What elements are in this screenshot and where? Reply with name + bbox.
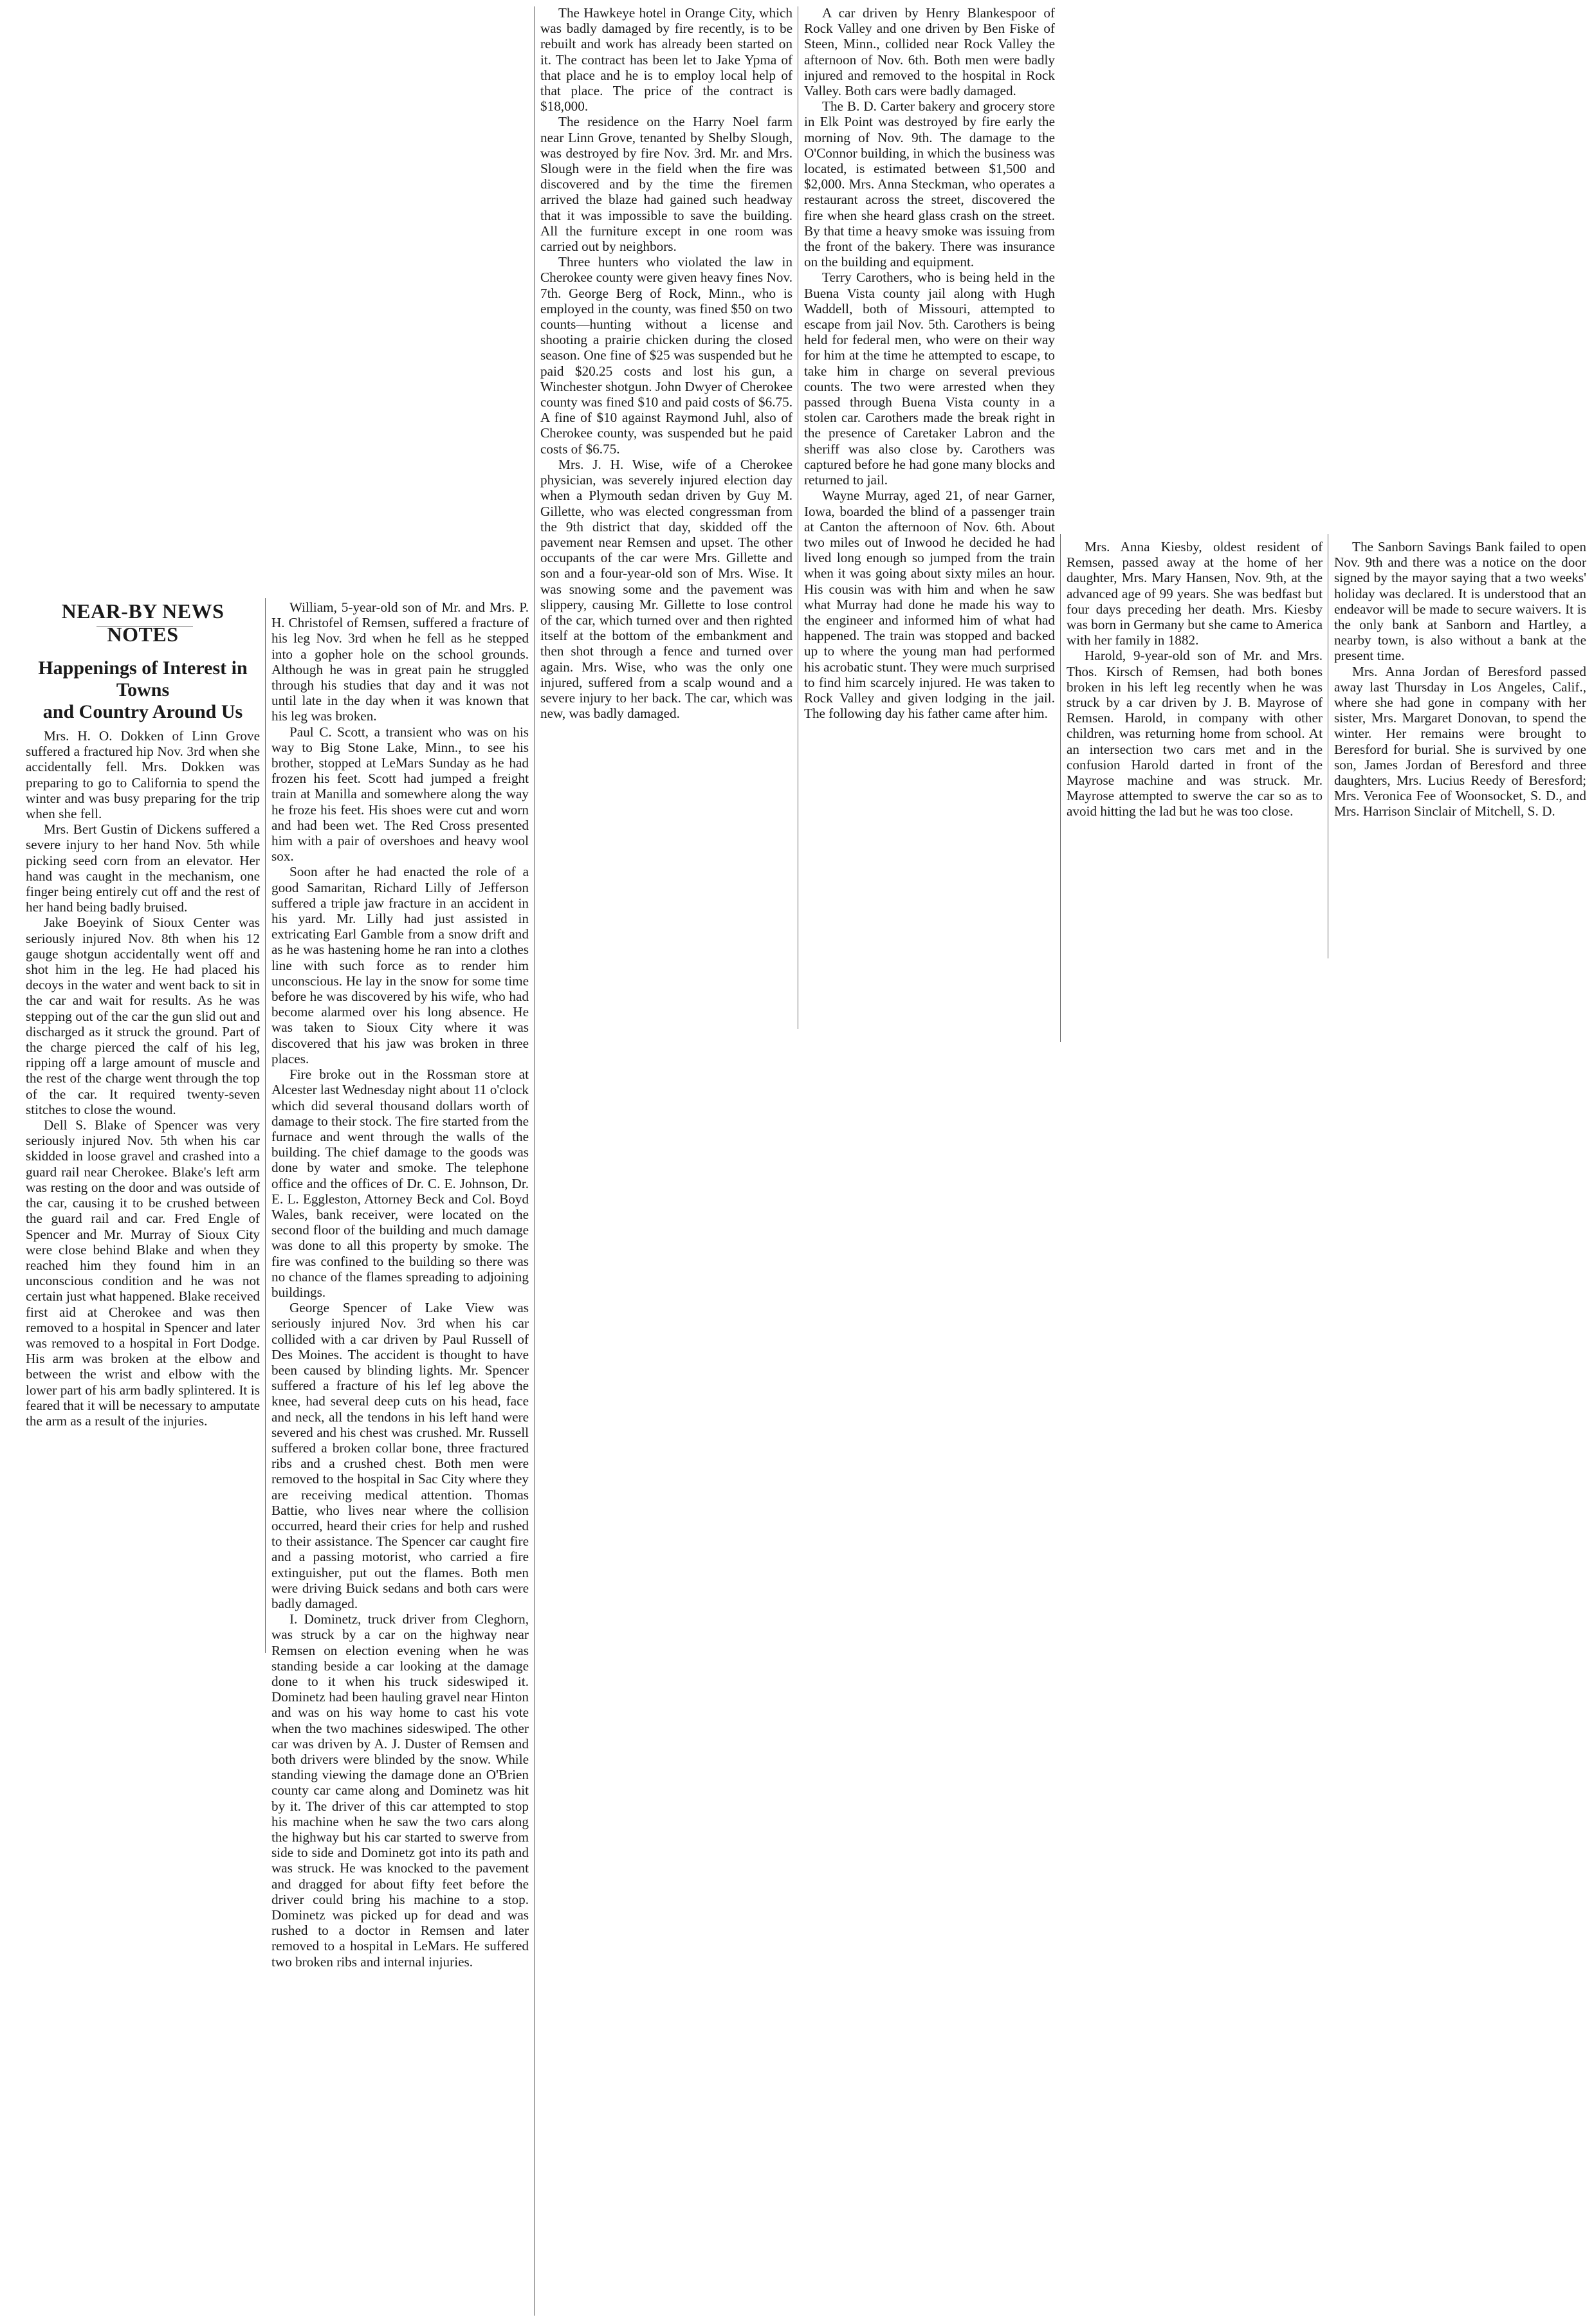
news-item: Dell S. Blake of Spencer was very seriously injured Nov. 5th when his car skidded in loose gravel and crashed into a guard rail near Cherokee. Blake's left arm was resting on the door and was outside of the car, causing it to be crushed between the guard rail and car. Fred Engle of Spencer and Mr. Murray of Sioux City were close behind Blake and when they reached him they found him in an unconscious condition and he was not certain just what happened. Blake received first aid at Cherokee and was then removed to a hospital in Spencer and later was removed to a hospital in Fort Dodge. His arm was broken at the elbow and between the wrist and elbow with the lower part of his arm badly splintered. It is feared that it will be necessary to amputate the arm as a result of the injuries.	[26, 1117, 260, 1429]
page-subtitle-line-2: and Country Around Us	[42, 701, 243, 722]
page-subtitle	[26, 657, 260, 723]
column-rule	[1060, 534, 1061, 1042]
column-1	[26, 599, 260, 1429]
news-item: George Spencer of Lake View was seriously injured Nov. 3rd when his car collided with a car driven by Paul Russell of Des Moines. The accident is thought to have been caused by blinding lights. Mr. Spencer suffered a fracture of his lef leg above the knee, had several deep cuts on his head, face and neck, all the tendons in his left hand were severed and his chest was crushed. Mr. Russell suffered a broken collar bone, three fractured ribs and a crushed chest. Both men were removed to the hospital in Sac City where they are receiving medical attention. Thomas Battie, who lives near where the collision occurred, heard their cries for help and rushed to their assistance. The Spencer car caught fire and a passing motorist, who carried a fire extinguisher, put out the flames. Both men were driving Buick sedans and both cars were badly damaged.	[271, 1300, 529, 1611]
column-5	[1067, 539, 1323, 819]
page-title: NEAR-BY NEWS NOTES	[61, 599, 224, 646]
news-item: William, 5-year-old son of Mr. and Mrs. P. H. Christofel of Remsen, suffered a fracture of his leg Nov. 3rd when he fell as he stepped into a gopher hole on the school grounds. Although he was in great pain he struggled through his studies that day and it was not until late in the day when it was known that his leg was broken.	[271, 599, 529, 724]
column-6	[1334, 539, 1586, 819]
column-rule	[265, 598, 266, 1653]
news-item: Jake Boeyink of Sioux Center was seriously injured Nov. 8th when his 12 gauge shotgun accidentally went off and shot him in the leg. He had placed his decoys in the water and went back to sit in the car and wait for results. As he was stepping out of the car the gun slid out and discharged as it struck the ground. Part of the charge pierced the calf of his leg, ripping off a large amount of muscle and the rest of the charge went through the top of the car. It required twenty-seven stitches to close the wound.	[26, 915, 260, 1117]
news-item: Mrs. Anna Kiesby, oldest resident of Remsen, passed away at the home of her daughter, Mrs. Mary Hansen, Nov. 9th, at the advanced age of 99 years. She was bedfast but four days preceding her death. Mrs. Kiesby was born in Germany but she came to America with her family in 1882.	[1067, 539, 1323, 648]
column-2	[271, 599, 529, 1970]
page-subtitle-line-1: Happenings of Interest in Towns	[38, 657, 248, 700]
news-item: Wayne Murray, aged 21, of near Garner, Iowa, boarded the blind of a passenger train at Canton the afternoon of Nov. 6th. About two miles out of Inwood he decided he had lived long enough so jumped from the train when it was going about sixty miles an hour. His cousin was with him and when he saw what Murray had done he made his way to the engineer and informed him of what had happened. The train was stopped and backed up to where the young man had performed his acrobatic stunt. They were much surprised to find him scarcely injured. He was taken to Rock Valley and given lodging in the jail. The following day his father came after him.	[804, 488, 1055, 722]
column-rule	[534, 6, 535, 2316]
news-item: I. Dominetz, truck driver from Cleghorn, was struck by a car on the highway near Remsen on election evening when he was standing beside a car looking at the damage done to it when his truck sideswiped it. Dominetz had been hauling gravel near Hinton and was on his way home to cast his vote when the two machines sideswiped. The other car was driven by A. J. Duster of Remsen and both drivers were blinded by the snow. While standing viewing the damage done an O'Brien county car came along and Dominetz was hit by it. The driver of this car attempted to stop his machine when he saw the two cars along the highway but his car started to swerve from side to side and Dominetz got into its path and was struck. He was knocked to the pavement and dragged for about fifty feet before the driver could bring his machine to a stop. Dominetz was picked up for dead and was rushed to a doctor in Remsen and later removed to a hospital in LeMars. He suffered two broken ribs and internal injuries.	[271, 1611, 529, 1970]
news-item: Harold, 9-year-old son of Mr. and Mrs. Thos. Kirsch of Remsen, had both bones broken in his left leg recently when he was struck by a car driven by J. B. Mayrose of Remsen. Harold, in company with other children, was returning home from school. At an intersection two cars met and in the confusion Harold darted in front of the Mayrose machine and was struck. Mr. Mayrose attempted to swerve the car so as to avoid hitting the lad but he was too close.	[1067, 648, 1323, 819]
news-item: A car driven by Henry Blankespoor of Rock Valley and one driven by Ben Fiske of Steen, Minn., collided near Rock Valley the afternoon of Nov. 6th. Both men were badly injured and removed to the hospital in Rock Valley. Both cars were badly damaged.	[804, 5, 1055, 99]
news-item: Mrs. H. O. Dokken of Linn Grove suffered a fractured hip Nov. 3rd when she accidentally fell. Mrs. Dokken was preparing to go to California to spend the winter and was busy preparing for the trip when she fell.	[26, 728, 260, 822]
news-item: Soon after he had enacted the role of a good Samaritan, Richard Lilly of Jefferson suffered a triple jaw fracture in an accident in his yard. Mr. Lilly had just assisted in extricating Earl Gamble from a snow drift and as he was hastening home he ran into a clothes line with such force as to render him unconscious. He lay in the snow for some time before he was discovered by his wife, who had become alarmed over his long absence. He was taken to Sioux City where it was discovered that his jaw was broken in three places.	[271, 864, 529, 1066]
news-item: Mrs. J. H. Wise, wife of a Cherokee physician, was severely injured election day when a Plymouth sedan driven by Guy M. Gillette, who was elected congressman from the 9th district that day, skidded off the pavement near Remsen and upset. The other occupants of the car were Mrs. Gillette and son and a four-year-old son of Mrs. Wise. It was snowing some and the pavement was slippery, causing Mr. Gillette to lose control of the car, which turned over and then righted itself at the bottom of the embankment and then shot through a fence and turned over again. Mrs. Wise, who was the only one injured, suffered from a scalp wound and a severe injury to her back. The car, which was new, was badly damaged.	[540, 456, 792, 722]
news-item: The residence on the Harry Noel farm near Linn Grove, tenanted by Shelby Slough, was destroyed by fire Nov. 3rd. Mr. and Mrs. Slough were in the field when the fire was discovered and by the time the firemen arrived the blaze had gained such headway that it was impossible to save the building. All the furniture except in one room was carried out by neighbors.	[540, 114, 792, 255]
column-4	[804, 5, 1055, 721]
news-item: The B. D. Carter bakery and grocery store in Elk Point was destroyed by fire early the morning of Nov. 9th. The damage to the O'Connor building, in which the business was located, is estimated between $1,500 and $2,000. Mrs. Anna Steckman, who operates a restaurant across the street, discovered the fire when she heard glass crash on the street. By that time a heavy smoke was issuing from the front of the bakery. There was insurance on the building and equipment.	[804, 98, 1055, 270]
news-item: Fire broke out in the Rossman store at Alcester last Wednesday night about 11 o'clock which did several thousand dollars worth of damage to their stock. The fire started from the furnace and went through the walls of the building. The chief damage to the goods was done by water and smoke. The telephone office and the offices of Dr. C. E. Johnson, Dr. E. L. Eggleston, Attorney Beck and Col. Boyd Wales, bank receiver, were located on the second floor of the building and much damage was done to all this property by smoke. The fire was confined to the building so there was no chance of the flames spreading to adjoining buildings.	[271, 1066, 529, 1300]
column-3	[540, 5, 792, 721]
news-item: Three hunters who violated the law in Cherokee county were given heavy fines Nov. 7th. George Berg of Rock, Minn., who is employed in the county, was fined $50 on two counts—hunting without a license and shooting a prairie chicken during the closed season. One fine of $25 was suspended but he paid $20.25 costs and lost his gun, a Winchester shotgun. John Dwyer of Cherokee county was fined $10 and paid costs of $6.75. A fine of $10 against Raymond Juhl, also of Cherokee county, was suspended but he paid costs of $6.75.	[540, 254, 792, 457]
news-item: Mrs. Bert Gustin of Dickens suffered a severe injury to her hand Nov. 5th while picking seed corn from an elevator. Her hand was caught in the mechanism, one finger being entirely cut off and the rest of her hand being badly bruised.	[26, 821, 260, 915]
news-item: The Hawkeye hotel in Orange City, which was badly damaged by fire recently, is to be rebuilt and work has already been started on it. The contract has been let to Jake Ypma of that place and he is to employ local help of that place. The price of the contract is $18,000.	[540, 5, 792, 114]
news-item: Paul C. Scott, a transient who was on his way to Big Stone Lake, Minn., to see his brother, stopped at LeMars Sunday as he had frozen his feet. Scott had jumped a freight train at Manilla and somewhere along the way he froze his feet. His shoes were cut and worn and had been wet. The Red Cross presented him with a pair of overshoes and heavy wool sox.	[271, 724, 529, 865]
news-item: Mrs. Anna Jordan of Beresford passed away last Thursday in Los Angeles, Calif., where she had gone in company with her sister, Mrs. Margaret Donovan, to spend the winter. Her remains were brought to Beresford for burial. She is survived by one son, James Jordan of Beresford and three daughters, Mrs. Lucius Reedy of Beresford; Mrs. Veronica Fee of Woonsocket, S. D., and Mrs. Harrison Sinclair of Mitchell, S. D.	[1334, 663, 1586, 819]
news-item: Terry Carothers, who is being held in the Buena Vista county jail along with Hugh Waddell, both of Missouri, attempted to escape from jail Nov. 5th. Carothers is being held for federal men, who were on their way for him at the time he attempted to escape, to take him in charge on several previous counts. The two were arrested when they passed through Buena Vista county in a stolen car. Carothers made the break right in the presence of Caretaker Labron and the sheriff was also close by. Carothers was captured before he had gone many blocks and returned to jail.	[804, 270, 1055, 488]
news-item: The Sanborn Savings Bank failed to open Nov. 9th and there was a notice on the door signed by the mayor saying that a two weeks' holiday was declared. It is understood that an endeavor will be made to secure waivers. It is the only bank at Sanborn and Hartley, a nearby town, is also without a bank at the present time.	[1334, 539, 1586, 664]
